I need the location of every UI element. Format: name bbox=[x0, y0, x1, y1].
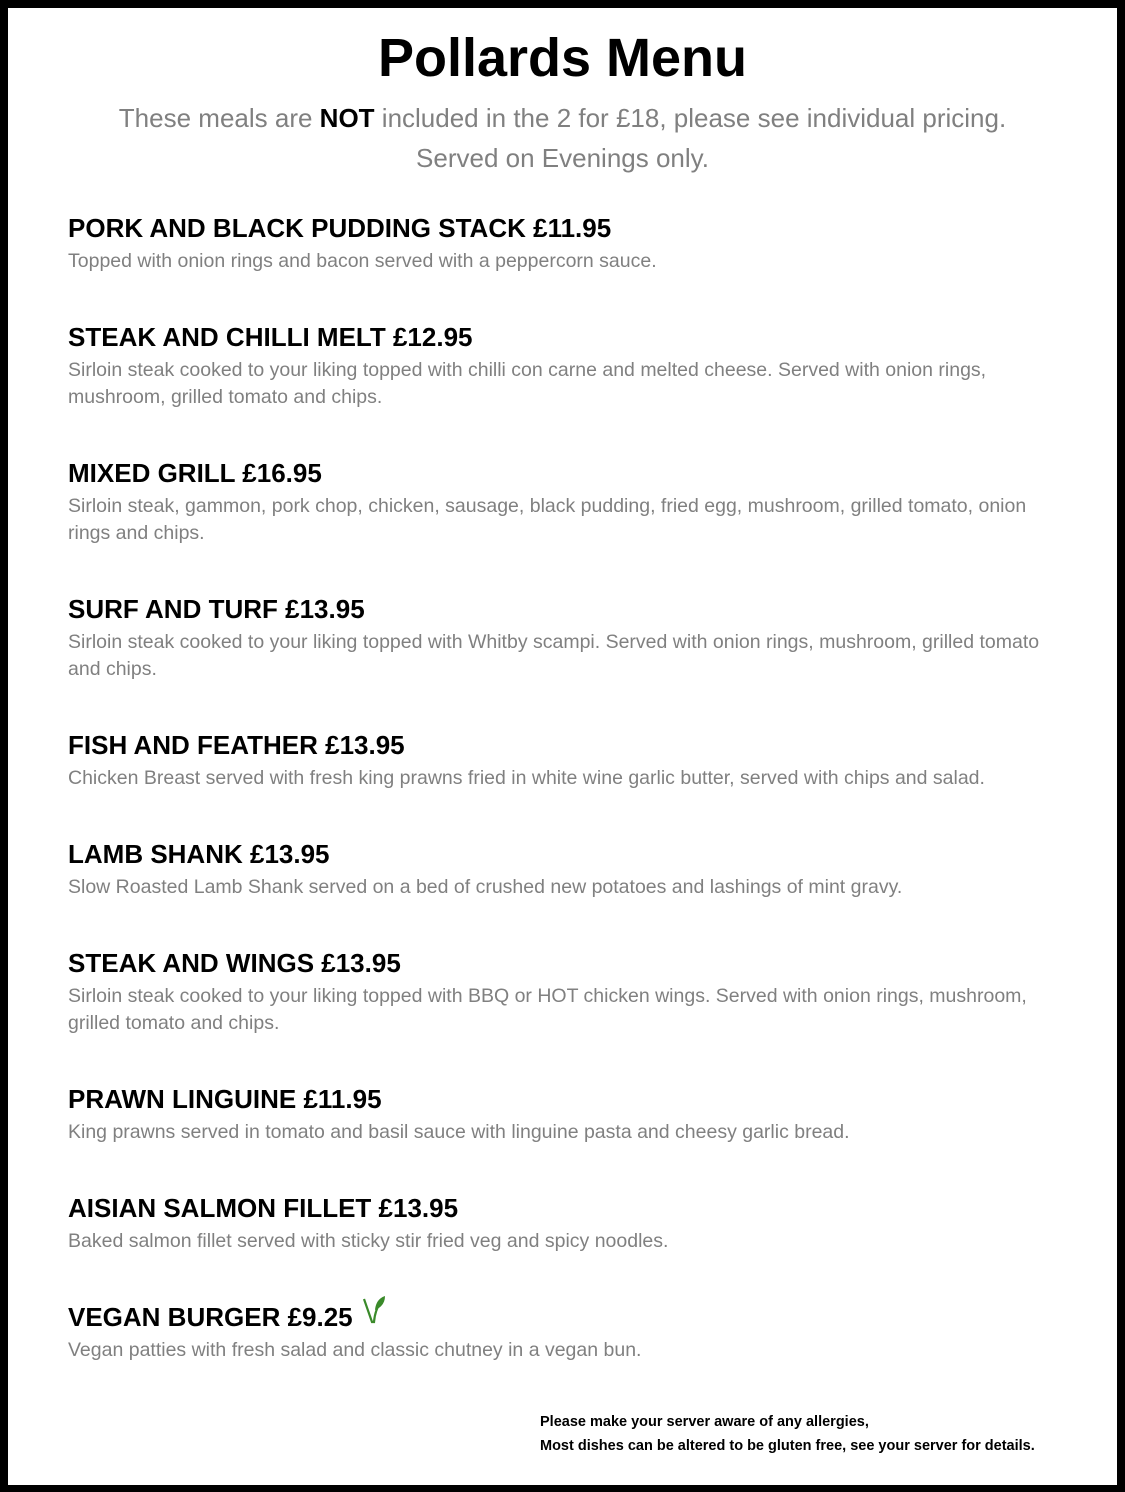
subtitle bbox=[88, 98, 1037, 178]
menu-item bbox=[68, 319, 1057, 411]
item-description: Vegan patties with fresh salad and classic chutney in a vegan bun. bbox=[68, 1339, 642, 1361]
menu-item bbox=[68, 210, 1057, 275]
page-title: Pollards Menu bbox=[377, 28, 748, 88]
item-name: MIXED GRILL £16.95 bbox=[68, 458, 322, 488]
vegan-leaf-icon bbox=[361, 1295, 387, 1325]
allergy-notice bbox=[540, 1410, 1035, 1458]
item-name: STEAK AND CHILLI MELT £12.95 bbox=[68, 322, 473, 352]
item-description: Chicken Breast served with fresh king prawns fried in white wine garlic butter, served with chips and salad. bbox=[68, 767, 985, 789]
item-name: STEAK AND WINGS £13.95 bbox=[68, 948, 401, 978]
menu-item bbox=[68, 1299, 1057, 1364]
item-description: Sirloin steak, gammon, pork chop, chicken, sausage, black pudding, fried egg, mushroom, grilled tomato, onion rings and chips. bbox=[68, 495, 1027, 544]
subtitle-emphasis: NOT bbox=[319, 103, 375, 133]
menu-items bbox=[68, 210, 1057, 1408]
item-description: Sirloin steak cooked to your liking topped with chilli con carne and melted cheese. Served with onion rings, mushroom, grilled tomato and chips. bbox=[68, 359, 987, 408]
item-description: Sirloin steak cooked to your liking topped with Whitby scampi. Served with onion rings, mushroom, grilled tomato and chips. bbox=[68, 631, 1040, 680]
menu-item bbox=[68, 727, 1057, 792]
subtitle-text: These meals are bbox=[118, 103, 320, 133]
item-description: Slow Roasted Lamb Shank served on a bed of crushed new potatoes and lashings of mint gravy. bbox=[68, 876, 903, 898]
menu-item bbox=[68, 945, 1057, 1037]
item-name: LAMB SHANK £13.95 bbox=[68, 839, 330, 869]
item-name: AISIAN SALMON FILLET £13.95 bbox=[68, 1193, 459, 1223]
gluten-notice-line: Most dishes can be altered to be gluten free, see your server for details. bbox=[540, 1438, 1035, 1454]
item-description: Baked salmon fillet served with sticky stir fried veg and spicy noodles. bbox=[68, 1230, 669, 1252]
item-description: King prawns served in tomato and basil sauce with linguine pasta and cheesy garlic bread. bbox=[68, 1121, 850, 1143]
menu-item bbox=[68, 1081, 1057, 1146]
item-name: SURF AND TURF £13.95 bbox=[68, 594, 365, 624]
menu-item bbox=[68, 836, 1057, 901]
item-name: PRAWN LINGUINE £11.95 bbox=[68, 1084, 382, 1114]
allergy-notice-line: Please make your server aware of any allergies, bbox=[540, 1414, 869, 1430]
item-name: PORK AND BLACK PUDDING STACK £11.95 bbox=[68, 213, 612, 243]
item-name: VEGAN BURGER £9.25 bbox=[68, 1302, 353, 1332]
item-description: Topped with onion rings and bacon served with a peppercorn sauce. bbox=[68, 250, 657, 272]
item-description: Sirloin steak cooked to your liking topped with BBQ or HOT chicken wings. Served with onion rings, mushroom, grilled tomato and chips. bbox=[68, 985, 1027, 1034]
item-heading bbox=[68, 1299, 1057, 1335]
item-name: FISH AND FEATHER £13.95 bbox=[68, 730, 405, 760]
subtitle-text: included in the 2 for £18, please see individual pricing. Served on Evenings only. bbox=[374, 103, 1007, 173]
menu-item bbox=[68, 455, 1057, 547]
menu-page bbox=[8, 8, 1117, 1485]
menu-item bbox=[68, 1190, 1057, 1255]
menu-item bbox=[68, 591, 1057, 683]
